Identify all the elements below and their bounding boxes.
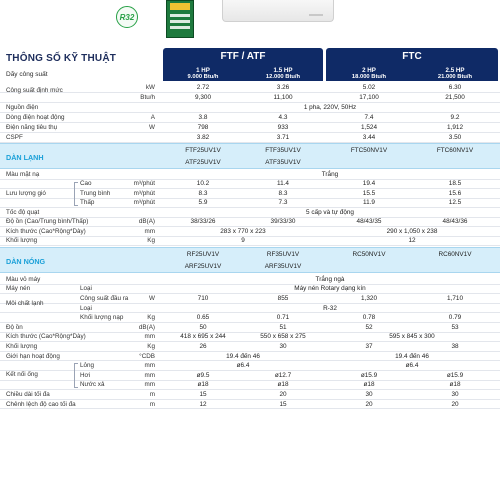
row-label: Kết nối ống [6, 371, 38, 379]
unit-label: m [149, 400, 155, 408]
air-conditioner-image [222, 0, 334, 22]
cell-value: 3.8 [198, 114, 208, 121]
cell-value: 15.6 [448, 189, 462, 197]
cell-value: 38/33/26 [190, 218, 216, 226]
row-label: Loại [80, 304, 92, 312]
cell-value: 0.65 [196, 314, 210, 322]
cell-value: ø18 [449, 381, 461, 389]
cell-value: 9,300 [195, 94, 211, 101]
row-label: Kích thước (Cao*Rộng*Dày) [6, 333, 86, 341]
table-row [0, 218, 500, 228]
cell-value: 11.9 [363, 199, 375, 207]
cell-value: 38 [451, 342, 459, 350]
cell-value: 8.3 [278, 189, 288, 197]
table-row [0, 208, 500, 218]
cell-value: 3.26 [276, 84, 290, 91]
table-row [0, 133, 500, 143]
cell-value: Máy nén Rotary dạng kín [294, 285, 366, 293]
cell-value: 7.4 [364, 114, 374, 121]
group-header-ftc: FTC [326, 48, 498, 66]
cell-value: 6.30 [448, 84, 462, 91]
row-label: Máy nén [6, 285, 31, 293]
cell-value: 855 [277, 294, 289, 302]
cell-value: 20 [365, 400, 373, 408]
cell-value: 52 [365, 323, 373, 331]
capacity-header: 2.5 HP 21.000 Btu/h [412, 66, 498, 81]
row-label: Độ ồn (Cao/Trung bình/Thấp) [6, 218, 89, 226]
cell-value: ø15.9 [446, 371, 464, 379]
table-row [0, 333, 500, 343]
cell-value: 53 [451, 323, 459, 331]
unit-label: dB(A) [138, 323, 155, 331]
cell-value: 12.5 [448, 199, 462, 207]
cell-value: 30 [451, 390, 459, 398]
cell-value: 0.71 [276, 314, 290, 322]
row-label: CSPF [6, 134, 23, 141]
cell-value: 12 [199, 400, 207, 408]
table-row [0, 400, 500, 410]
table-row [0, 313, 500, 323]
section-outdoor [0, 247, 500, 273]
unit-label: mm [144, 333, 155, 341]
unit-label: m³/phút [133, 180, 155, 188]
table-row [0, 83, 500, 93]
cell-value: 15.5 [362, 189, 376, 197]
cell-value: 9.2 [450, 114, 460, 121]
table-row [0, 227, 500, 237]
page-title: THÔNG SỐ KỸ THUẬT [6, 53, 117, 64]
cell-value: 20 [279, 390, 287, 398]
capacity-header: 1 HP 9.000 Btu/h [163, 66, 243, 81]
table-row [0, 352, 500, 362]
row-label: Công suất đầu ra [80, 294, 129, 302]
table-row [0, 275, 500, 285]
cell-value: ø18 [277, 381, 289, 389]
cell-value: 3.82 [196, 134, 210, 141]
capacity-header: 2 HP 18.000 Btu/h [326, 66, 412, 81]
row-label: Lưu lượng gió [6, 189, 46, 197]
cell-value: ø18 [363, 381, 375, 389]
table-row [0, 237, 500, 247]
unit-label: Kg [147, 314, 155, 322]
model-name: FTF25UV1V [185, 147, 221, 154]
cell-value: 710 [197, 294, 209, 302]
row-label: Độ ồn [6, 323, 23, 331]
row-label: Khối lượng nạp [80, 314, 124, 322]
row-label: Hơi [80, 371, 91, 379]
row-label: Công suất định mức [6, 87, 63, 94]
cell-value: 19.4 đến 46 [226, 352, 260, 360]
table-row [0, 170, 500, 180]
cell-value: 1,912 [447, 124, 463, 131]
cell-value: 51 [279, 323, 287, 331]
unit-label: °CDB [139, 352, 155, 360]
table-row [0, 294, 500, 304]
cell-value: 50 [199, 323, 207, 331]
unit-label: m [149, 390, 155, 398]
cell-value: 26 [199, 342, 207, 350]
unit-label: dB(A) [138, 218, 155, 226]
row-label: Cao [80, 180, 92, 188]
cell-value: Trắng [321, 170, 339, 178]
cell-value: 15 [279, 400, 287, 408]
cell-value: 1,524 [361, 124, 377, 131]
row-label: Tốc độ quạt [6, 208, 40, 216]
capacity-range-label: Dãy công suất [6, 71, 48, 78]
row-label: Giới hạn hoạt động [6, 352, 60, 360]
table-row [0, 113, 500, 123]
cell-value: 17,100 [359, 94, 379, 101]
row-label: Màu vỏ máy [6, 275, 41, 283]
product-banner [0, 0, 500, 44]
cell-value: ø9.5 [196, 371, 210, 379]
cell-value: 283 x 770 x 223 [220, 227, 266, 235]
cell-value: 550 x 658 x 275 [260, 333, 306, 341]
cell-value: 12 [408, 237, 416, 245]
model-name: FTF35UV1V [265, 147, 301, 154]
cell-value: 4.3 [278, 114, 288, 121]
row-label: Khối lượng [6, 342, 38, 350]
model-name: FTC50NV1V [350, 147, 388, 154]
cell-value: ø15.9 [360, 371, 378, 379]
model-name: ARF25UV1V [184, 263, 222, 270]
cell-value: 48/43/35 [356, 218, 382, 226]
cell-value: 48/43/36 [442, 218, 468, 226]
unit-label: kW [145, 84, 155, 91]
section-title-indoor: DÀN LẠNH [6, 153, 44, 162]
row-label: Loại [80, 285, 92, 293]
r32-badge: R32 [116, 6, 138, 28]
capacity-header: 1.5 HP 12.000 Btu/h [243, 66, 323, 81]
cell-value: 418 x 695 x 244 [180, 333, 226, 341]
cell-value: 30 [279, 342, 287, 350]
cell-value: 1 pha, 220V, 50Hz [303, 104, 357, 111]
cell-value: 19.4 đến 46 [395, 352, 429, 360]
cell-value: 290 x 1,050 x 238 [386, 227, 438, 235]
table-row [0, 93, 500, 103]
row-label: Trung bình [80, 189, 111, 197]
cell-value: 11,100 [273, 94, 293, 101]
cell-value: 2.72 [196, 84, 210, 91]
bracket [74, 182, 78, 207]
model-name: RF35UV1V [266, 251, 300, 258]
cell-value: 11.4 [277, 180, 289, 188]
cell-value: 20 [451, 400, 459, 408]
model-name: ATF35UV1V [265, 159, 301, 166]
table-row [0, 323, 500, 333]
unit-label: m³/phút [133, 189, 155, 197]
bracket [74, 363, 78, 388]
cell-value: ø6.4 [405, 362, 419, 370]
row-label: Màu mặt nạ [6, 170, 40, 178]
cell-value: 0.79 [448, 314, 462, 322]
unit-label: A [150, 114, 155, 121]
cell-value: Trắng ngà [315, 275, 345, 283]
row-label: Nước xả [80, 381, 105, 389]
model-name: ARF35UV1V [264, 263, 302, 270]
table-row [0, 304, 500, 314]
cell-value: 30 [365, 390, 373, 398]
cell-value: 1,320 [361, 294, 377, 302]
model-name: RF25UV1V [186, 251, 220, 258]
cell-value: R-32 [323, 304, 337, 312]
cell-value: 595 x 845 x 300 [389, 333, 435, 341]
cell-value: 9 [241, 237, 245, 245]
cell-value: 10.2 [196, 180, 210, 188]
row-label: Dòng điện hoạt động [6, 114, 65, 121]
row-label: Lỏng [80, 362, 95, 370]
cell-value: 19.4 [362, 180, 376, 188]
model-name: FTC60NV1V [436, 147, 474, 154]
unit-label: mm [144, 362, 155, 370]
row-label: Chênh lệch độ cao tối đa [6, 400, 76, 408]
unit-label: W [149, 294, 155, 302]
row-label: Chiều dài tối đa [6, 390, 50, 398]
group-header-ftf: FTF / ATF [163, 48, 323, 66]
cell-value: 3.50 [448, 134, 462, 141]
model-name: RC50NV1V [352, 251, 386, 258]
section-title-outdoor: DÀN NÓNG [6, 257, 46, 266]
cell-value: 5.9 [198, 199, 208, 207]
cell-value: ø12.7 [274, 371, 292, 379]
cell-value: 0.78 [362, 314, 376, 322]
unit-label: Kg [147, 342, 155, 350]
unit-label: mm [144, 381, 155, 389]
cell-value: ø18 [197, 381, 209, 389]
unit-label: W [149, 124, 155, 131]
cell-value: ø6.4 [236, 362, 250, 370]
cell-value: 5 cấp và tự động [306, 208, 354, 216]
cell-value: 7.3 [278, 199, 288, 207]
energy-label-icon [166, 0, 194, 38]
cell-value: 5.02 [362, 84, 376, 91]
cell-value: 21,500 [445, 94, 465, 101]
cell-value: 8.3 [198, 189, 208, 197]
cell-value: 1,710 [447, 294, 463, 302]
table-row [0, 123, 500, 133]
unit-label: m³/phút [133, 199, 155, 207]
cell-value: 39/33/30 [270, 218, 296, 226]
table-row [0, 342, 500, 352]
cell-value: 15 [199, 390, 207, 398]
unit-label: Btu/h [140, 94, 155, 101]
cell-value: 3.71 [276, 134, 290, 141]
row-label: Nguồn điện [6, 104, 39, 111]
cell-value: 37 [365, 342, 373, 350]
cell-value: 933 [277, 124, 289, 131]
cell-value: 18.5 [448, 180, 462, 188]
unit-label: Kg [147, 237, 155, 245]
cell-value: 3.44 [362, 134, 376, 141]
unit-label: mm [144, 371, 155, 379]
model-name: ATF25UV1V [185, 159, 221, 166]
table-row [0, 285, 500, 295]
row-label: Điện năng tiêu thụ [6, 124, 58, 131]
row-label: Khối lượng [6, 237, 38, 245]
model-name: RC60NV1V [438, 251, 472, 258]
section-indoor [0, 143, 500, 169]
table-row [0, 103, 500, 113]
row-label: Môi chất lạnh [6, 299, 44, 307]
row-label: Thấp [80, 199, 95, 207]
cell-value: 798 [197, 124, 209, 131]
unit-label: mm [144, 227, 155, 235]
table-row [0, 390, 500, 400]
row-label: Kích thước (Cao*Rộng*Dày) [6, 227, 86, 235]
